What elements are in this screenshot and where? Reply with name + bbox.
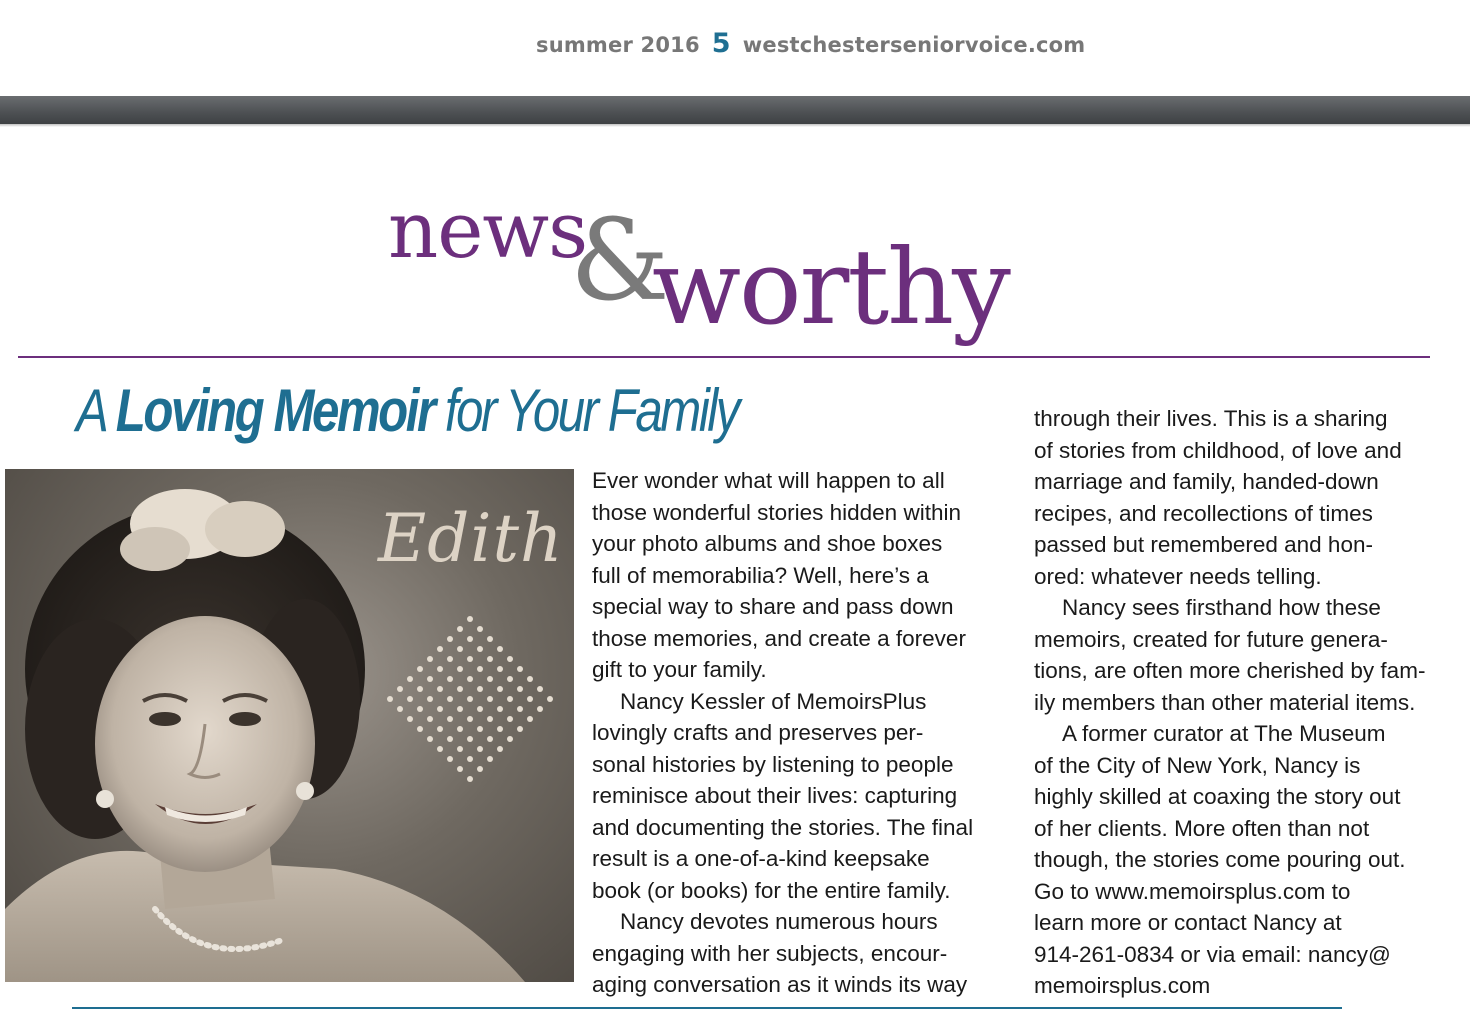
article-line: A former curator at The Museum [1062,721,1386,746]
section-divider [18,356,1430,358]
article-line: recipes, and recollections of times [1034,500,1373,526]
masthead-ampersand: & [570,196,670,326]
article-line: marriage and family, handed-down [1034,469,1379,494]
article-line: learn more or contact Nancy at [1034,910,1342,935]
photo-caption: Edith [378,500,564,577]
article-column-1 [592,465,1012,1001]
article-line: memoirs, created for future genera- [1034,626,1388,652]
article-line: gift to your family. [592,657,767,682]
article-line: and documenting the stories. The final [592,814,974,840]
page-number: 5 [711,28,731,59]
article-line: special way to share and pass down [592,594,954,619]
article-line: engaging with her subjects, encour- [592,940,948,966]
article-column-2 [1034,403,1454,1002]
article-headline [76,376,738,445]
article-line: aging conversation as it winds its way [592,972,968,997]
article-line: though, the stories come pouring out. [1034,847,1406,872]
issue-season: summer 2016 [536,33,700,57]
article-line: full of memorabilia? Well, here’s a [592,562,929,588]
website-url: westchesterseniorvoice.com [742,33,1086,57]
article-line: lovingly crafts and preserves per- [592,720,924,745]
headline-emphasis: Loving Memoir [115,377,434,444]
section-masthead [0,0,1470,360]
article-line: memoirsplus.com [1034,973,1211,998]
headline-tail: for Your Family [433,377,738,444]
article-line: of stories from childhood, of love and [1034,437,1402,463]
headline-lead: A [76,377,116,444]
article-line: ily members than other material items. [1034,689,1416,715]
article-line: sonal histories by listening to people [592,751,954,777]
article-line: through their lives. This is a sharing [1034,406,1388,431]
article-line: highly skilled at coaxing the story out [1034,784,1401,809]
article-line: those wonderful stories hidden within [592,499,961,525]
article-line: of the City of New York, Nancy is [1034,752,1361,778]
article-line: Nancy devotes numerous hours [620,909,938,934]
article-line: of her clients. More often than not [1034,815,1370,841]
article-line: result is a one-of-a-kind keepsake [592,846,930,871]
article-line: passed but remembered and hon- [1034,532,1373,557]
masthead-worthy: worthy [652,226,1009,348]
article-line: your photo albums and shoe boxes [592,531,943,556]
article-line: Go to www.memoirsplus.com to [1034,878,1351,904]
article-line: reminisce about their lives: capturing [592,783,958,808]
article-line: book (or books) for the entire family. [592,877,951,903]
article-line: tions, are often more cherished by fam- [1034,658,1426,683]
masthead-news: news [388,186,588,276]
article-line: ored: whatever needs telling. [1034,563,1322,589]
article-line: 914-261-0834 or via email: nancy@ [1034,941,1391,967]
article-line: Nancy Kessler of MemoirsPlus [620,688,927,714]
article-line: Nancy sees firsthand how these [1062,595,1381,620]
article-line: those memories, and create a forever [592,625,966,651]
article-line: Ever wonder what will happen to all [592,468,945,493]
footer-divider [72,1007,1342,1009]
